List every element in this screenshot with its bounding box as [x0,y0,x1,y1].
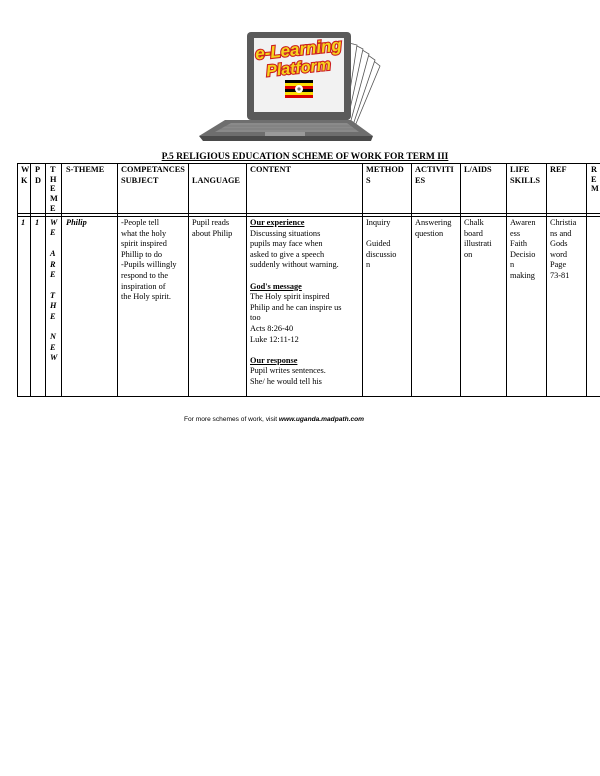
header-wk: W K [21,165,30,185]
header-methods: METHOD S [366,165,404,185]
footer-link[interactable]: www.uganda.madpath.com [278,416,365,423]
row-content: Our experience Discussing situations pupils may face when asked to give a speech suddenly without warning. God's message The Holy spirit inspired Philip and he can inspire us too Acts 8:26-40 Luke 12:11-12 Our response Pupil writes sentences. She/ he would tell his [250,218,342,386]
header-l-aids: L/AIDS [464,165,492,174]
content-heading-experience: Our experience [250,218,305,227]
header-ref: REF [550,165,567,174]
document-title: P.5 RELIGIOUS EDUCATION SCHEME OF WORK FOR TERM III [161,152,449,162]
logo-text-line1: e-Learning [254,35,343,64]
content-heading-response: Our response [250,355,298,365]
row-methods: Inquiry Guided discussio n [366,218,397,270]
header-s-theme: S-THEME [66,165,105,174]
row-life-skills: Awaren ess Faith Decisio n making [510,218,536,280]
header-life-skills: LIFE SKILLS [510,165,540,185]
header-pd: P D [35,165,41,185]
header-theme: T H E M E [50,165,58,213]
row-s-theme: Philip [66,218,87,227]
row-ref: Christia ns and Gods word Page 73-81 [550,218,577,280]
header-remarks: R E M [591,165,599,194]
e-learning-platform-logo [195,28,385,150]
footer-note [0,416,548,423]
scheme-of-work-table [17,163,600,398]
uganda-flag-icon [285,80,313,98]
row-theme: W E A R E T H E N E W [50,218,58,363]
header-language: LANGUAGE [192,176,240,185]
footer-prefix: For more schemes of work, visit [183,416,279,423]
row-wk: 1 [21,218,26,227]
row-competences: -People tell what the holy spirit inspired Phillip to do -Pupils willingly respond to the inspiration of the Holy spirit. [121,218,177,302]
header-competences: COMPETANCES SUBJECT [121,165,185,185]
header-content: CONTENT [250,165,292,174]
row-pd: 1 [35,218,40,227]
logo-text-line2: Platform [265,56,332,81]
header-activities: ACTIVITI ES [415,165,454,185]
row-language: Pupil reads about Philip [192,218,233,238]
row-activities: Answering question [415,218,452,238]
content-heading-message: God's message [250,281,302,291]
row-l-aids: Chalk board illustrati on [464,218,492,259]
